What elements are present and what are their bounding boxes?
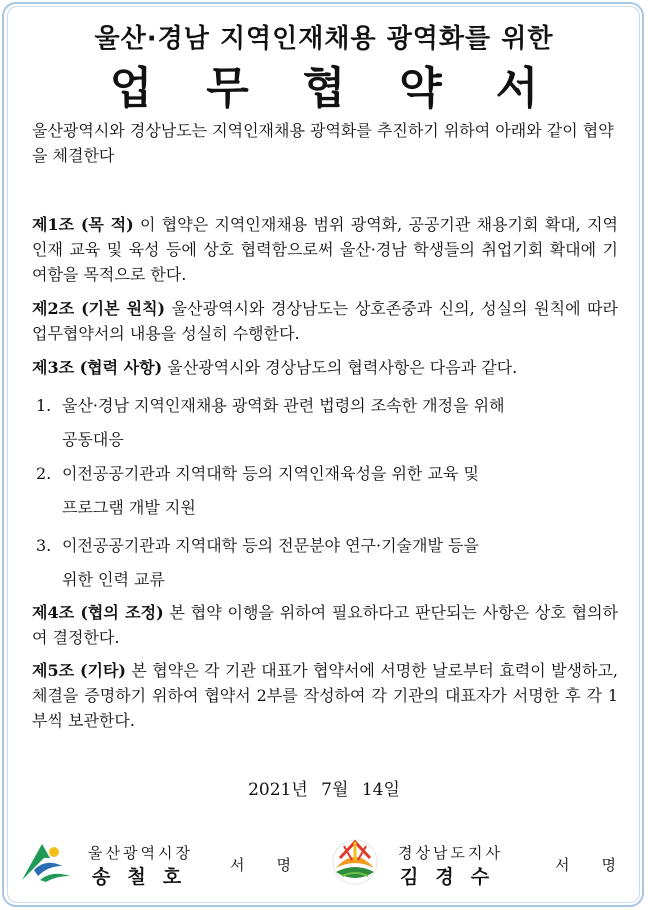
list-number: 1. [36, 396, 52, 415]
list-text: 이전공공기관과 지역대학 등의 지역인재육성을 위한 교육 및 [62, 464, 479, 483]
article-1 [32, 212, 618, 287]
article-1-body: 이 협약은 지역인재채용 범위 광역화, 공공기관 채용기회 확대, 지역인재 교육 및 육성 등에 상호 협력함으로써 울산·경남 학생들의 취업기회 확대에 기여함을 목적으로 한다. [32, 215, 618, 284]
document-subtitle: 울산·경남 지역인재채용 광역화를 위한 [94, 24, 554, 54]
cooperation-item-3-continued: 위한 인력 교류 [62, 570, 165, 589]
signing-date: 2021년 7월 14일 [248, 780, 400, 800]
gyeongnam-signatory-title: 경상남도지사 [398, 844, 503, 862]
article-4-body: 본 협약 이행을 위하여 필요하다고 판단되는 사항은 상호 협의하여 결정한다. [32, 603, 618, 647]
cooperation-item-1-continued: 공동대응 [62, 430, 124, 449]
article-5-heading: 제5조 (기타) [32, 661, 126, 680]
article-3-body: 울산광역시와 경상남도의 협력사항은 다음과 같다. [162, 358, 518, 377]
article-2-body: 울산광역시와 경상남도는 상호존중과 신의, 성실의 원칙에 따라 업무협약서의 내용을 성실히 수행한다. [32, 299, 618, 343]
list-text: 울산·경남 지역인재채용 광역화 관련 법령의 조속한 개정을 위해 [62, 396, 505, 415]
ulsan-signatory-title: 울산광역시장 [88, 844, 193, 862]
article-2-heading: 제2조 (기본 원칙) [32, 299, 166, 318]
article-3 [32, 355, 618, 380]
article-5 [32, 658, 618, 733]
article-1-heading: 제1조 (목 적) [32, 215, 134, 234]
list-number: 3. [36, 536, 52, 555]
article-3-heading: 제3조 (협력 사항) [32, 358, 163, 377]
intro-paragraph: 울산광역시와 경상남도는 지역인재채용 광역화를 추진하기 위하여 아래와 같이 협약을 체결한다 [32, 121, 614, 165]
document-title: 업무협약서 [109, 63, 593, 114]
list-text: 이전공공기관과 지역대학 등의 전문분야 연구·기술개발 등을 [62, 536, 479, 555]
gyeongnam-province-logo-icon [330, 838, 380, 886]
article-2 [32, 296, 618, 346]
ulsan-city-logo-icon [20, 840, 72, 884]
article-4-heading: 제4조 (협의 조정) [32, 603, 164, 622]
ulsan-signatory-name: 송철호 [92, 866, 199, 888]
article-5-body: 본 협약은 각 기관 대표가 협약서에 서명한 날로부터 효력이 발생하고, 체결을 증명하기 위하여 협약서 2부를 작성하여 각 기관의 대표자가 서명한 후 각 1부씩 보관한다. [32, 661, 618, 730]
cooperation-item-2-continued: 프로그램 개발 지원 [62, 498, 196, 517]
list-number: 2. [36, 464, 52, 483]
article-4 [32, 600, 618, 650]
gyeongnam-signature-label: 서명 [555, 856, 648, 874]
gyeongnam-signatory-name: 김경수 [400, 866, 507, 888]
ulsan-signature-label: 서명 [230, 856, 323, 874]
